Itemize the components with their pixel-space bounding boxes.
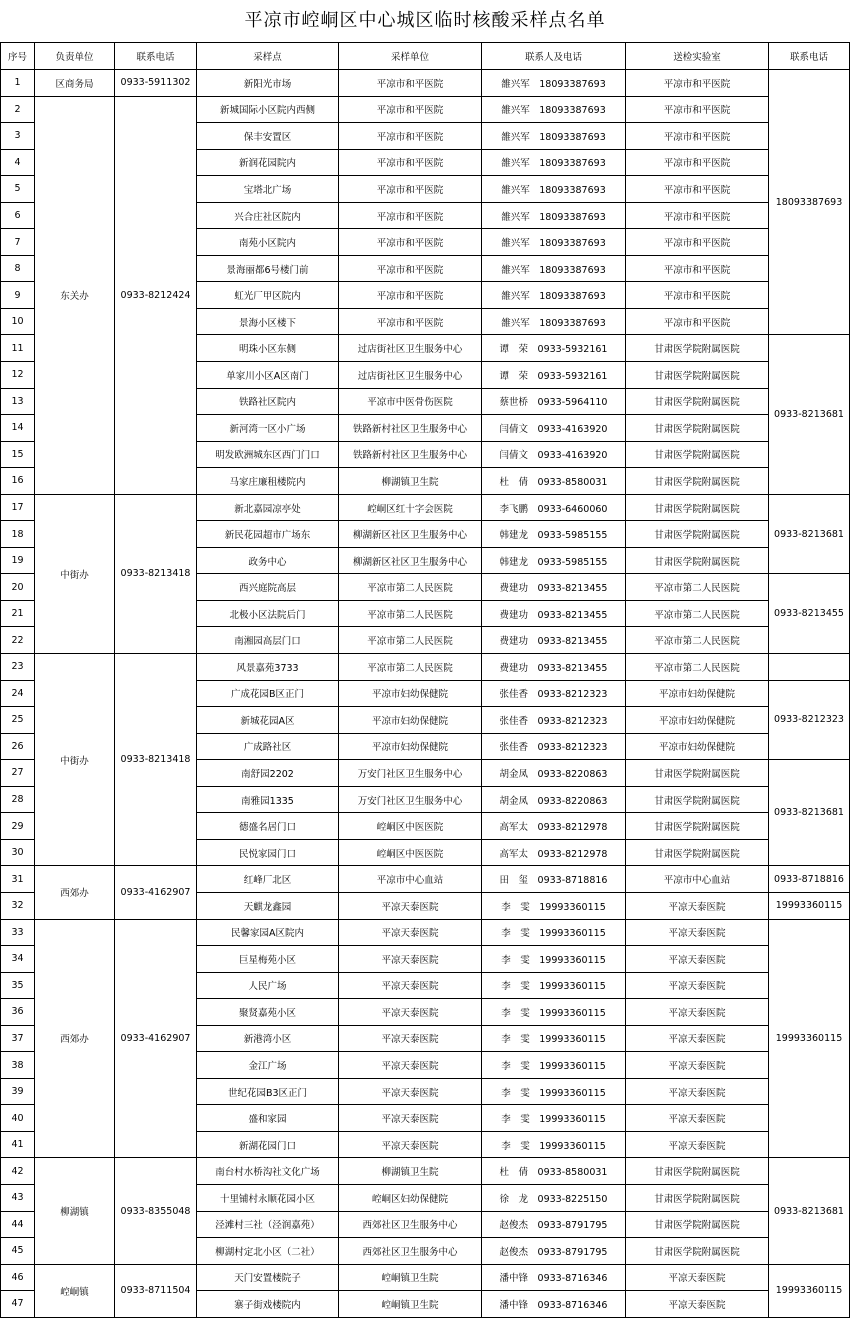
contact-person: 潘中锋 0933-8716346 [482, 1291, 626, 1318]
row-index: 18 [1, 521, 35, 548]
sampling-org: 平凉市和平医院 [339, 123, 482, 150]
contact-person: 李 雯 19993360115 [482, 919, 626, 946]
lab-name: 平凉天泰医院 [626, 1105, 769, 1132]
row-index: 11 [1, 335, 35, 362]
sampling-org: 平凉市第二人民医院 [339, 574, 482, 601]
table-row [1, 70, 850, 97]
row-index: 35 [1, 972, 35, 999]
contact-person: 李 雯 19993360115 [482, 1052, 626, 1079]
col-header-lab: 送检实验室 [626, 43, 769, 70]
table-row [1, 919, 850, 946]
responsible-unit: 中街办 [35, 654, 115, 866]
sampling-org: 平凉天泰医院 [339, 919, 482, 946]
lab-name: 平凉天泰医院 [626, 1291, 769, 1318]
contact-person: 费建功 0933-8213455 [482, 600, 626, 627]
contact-person: 田 玺 0933-8718816 [482, 866, 626, 893]
sampling-site: 民悦家园门口 [197, 839, 339, 866]
sampling-org: 平凉天泰医院 [339, 1131, 482, 1158]
lab-name: 甘肃医学院附属医院 [626, 441, 769, 468]
row-index: 10 [1, 308, 35, 335]
sampling-site: 红峰厂北区 [197, 866, 339, 893]
contact-person: 徐 龙 0933-8225150 [482, 1184, 626, 1211]
contact-person: 李 雯 19993360115 [482, 972, 626, 999]
lab-phone: 0933-8213681 [769, 1158, 850, 1264]
sampling-site: 广成路社区 [197, 733, 339, 760]
sampling-site: 新港湾小区 [197, 1025, 339, 1052]
sampling-org: 平凉市中心血站 [339, 866, 482, 893]
sampling-site: 广成花园B区正门 [197, 680, 339, 707]
sampling-org: 柳湖新区社区卫生服务中心 [339, 521, 482, 548]
col-header-lab-phone: 联系电话 [769, 43, 850, 70]
contact-person: 闫倩文 0933-4163920 [482, 441, 626, 468]
sampling-site: 铁路社区院内 [197, 388, 339, 415]
sampling-site: 新城国际小区院内西侧 [197, 96, 339, 123]
sampling-org: 平凉市第二人民医院 [339, 654, 482, 681]
contact-person: 李 雯 19993360115 [482, 1131, 626, 1158]
sampling-org: 平凉市和平医院 [339, 176, 482, 203]
row-index: 19 [1, 547, 35, 574]
contact-person: 费建功 0933-8213455 [482, 627, 626, 654]
unit-phone: 0933-8711504 [115, 1264, 197, 1317]
row-index: 36 [1, 999, 35, 1026]
lab-name: 平凉天泰医院 [626, 999, 769, 1026]
lab-name: 甘肃医学院附属医院 [626, 415, 769, 442]
lab-name: 平凉市和平医院 [626, 282, 769, 309]
contact-person: 胡金凤 0933-8220863 [482, 786, 626, 813]
sampling-org: 平凉天泰医院 [339, 1105, 482, 1132]
row-index: 8 [1, 255, 35, 282]
lab-name: 甘肃医学院附属医院 [626, 813, 769, 840]
sampling-org: 平凉市和平医院 [339, 202, 482, 229]
sampling-org: 万安门社区卫生服务中心 [339, 760, 482, 787]
sampling-site: 兴合庄社区院内 [197, 202, 339, 229]
lab-name: 平凉天泰医院 [626, 1025, 769, 1052]
lab-name: 平凉市和平医院 [626, 123, 769, 150]
contact-person: 李 雯 19993360115 [482, 1105, 626, 1132]
row-index: 23 [1, 654, 35, 681]
sampling-org: 平凉天泰医院 [339, 946, 482, 973]
contact-person: 闫倩文 0933-4163920 [482, 415, 626, 442]
sampling-site: 北极小区法院后门 [197, 600, 339, 627]
sampling-org: 平凉天泰医院 [339, 999, 482, 1026]
lab-name: 甘肃医学院附属医院 [626, 494, 769, 521]
lab-phone: 0933-8213455 [769, 574, 850, 654]
sampling-site: 聚贤嘉苑小区 [197, 999, 339, 1026]
lab-name: 平凉市和平医院 [626, 229, 769, 256]
sampling-org: 崆峒区中医医院 [339, 813, 482, 840]
sampling-site: 新民花园超市广场东 [197, 521, 339, 548]
row-index: 33 [1, 919, 35, 946]
lab-phone: 0933-8213681 [769, 335, 850, 494]
sampling-site: 金江广场 [197, 1052, 339, 1079]
sampling-org: 崆峒区红十字会医院 [339, 494, 482, 521]
sampling-org: 平凉市第二人民医院 [339, 627, 482, 654]
contact-person: 李 雯 19993360115 [482, 1078, 626, 1105]
contact-person: 雒兴军 18093387693 [482, 149, 626, 176]
sampling-org: 崆峒区中医医院 [339, 839, 482, 866]
contact-person: 费建功 0933-8213455 [482, 574, 626, 601]
unit-phone: 0933-8213418 [115, 494, 197, 653]
contact-person: 李 雯 19993360115 [482, 1025, 626, 1052]
row-index: 3 [1, 123, 35, 150]
row-index: 16 [1, 468, 35, 495]
lab-name: 甘肃医学院附属医院 [626, 1184, 769, 1211]
sampling-site: 寨子街戏楼院内 [197, 1291, 339, 1318]
sampling-site: 风景嘉苑3733 [197, 654, 339, 681]
sampling-org: 西郊社区卫生服务中心 [339, 1211, 482, 1238]
sampling-site: 宝塔北广场 [197, 176, 339, 203]
row-index: 21 [1, 600, 35, 627]
sampling-org: 平凉市和平医院 [339, 149, 482, 176]
sampling-org: 铁路新村社区卫生服务中心 [339, 441, 482, 468]
sampling-site: 明珠小区东侧 [197, 335, 339, 362]
lab-name: 平凉市和平医院 [626, 255, 769, 282]
contact-person: 雒兴军 18093387693 [482, 282, 626, 309]
row-index: 4 [1, 149, 35, 176]
sampling-org: 平凉市和平医院 [339, 308, 482, 335]
contact-person: 杜 倩 0933-8580031 [482, 1158, 626, 1185]
sampling-org: 平凉市妇幼保健院 [339, 707, 482, 734]
sampling-site: 南湘园高层门口 [197, 627, 339, 654]
sampling-org: 平凉天泰医院 [339, 1052, 482, 1079]
sampling-org: 平凉市妇幼保健院 [339, 680, 482, 707]
sampling-site: 西兴庭院高层 [197, 574, 339, 601]
row-index: 28 [1, 786, 35, 813]
lab-name: 甘肃医学院附属医院 [626, 786, 769, 813]
lab-name: 甘肃医学院附属医院 [626, 362, 769, 389]
contact-person: 李飞鹏 0933-6460060 [482, 494, 626, 521]
sampling-org: 平凉天泰医院 [339, 892, 482, 919]
lab-phone: 18093387693 [769, 70, 850, 335]
row-index: 45 [1, 1238, 35, 1265]
lab-name: 平凉市和平医院 [626, 176, 769, 203]
lab-name: 甘肃医学院附属医院 [626, 388, 769, 415]
contact-person: 张佳香 0933-8212323 [482, 680, 626, 707]
sampling-org: 平凉市和平医院 [339, 96, 482, 123]
row-index: 6 [1, 202, 35, 229]
col-header-contact: 联系人及电话 [482, 43, 626, 70]
sampling-org: 平凉市第二人民医院 [339, 600, 482, 627]
lab-name: 平凉市第二人民医院 [626, 600, 769, 627]
lab-name: 平凉市和平医院 [626, 70, 769, 97]
responsible-unit: 中街办 [35, 494, 115, 653]
row-index: 20 [1, 574, 35, 601]
table-row [1, 494, 850, 521]
sampling-sites-table [0, 42, 850, 1318]
sampling-site: 泾滩村三社（泾润嘉苑） [197, 1211, 339, 1238]
table-row [1, 96, 850, 123]
lab-name: 甘肃医学院附属医院 [626, 1211, 769, 1238]
contact-person: 雒兴军 18093387693 [482, 96, 626, 123]
lab-phone [769, 654, 850, 681]
row-index: 5 [1, 176, 35, 203]
row-index: 26 [1, 733, 35, 760]
contact-person: 赵俊杰 0933-8791795 [482, 1211, 626, 1238]
row-index: 46 [1, 1264, 35, 1291]
sampling-site: 新湖花园门口 [197, 1131, 339, 1158]
sampling-org: 崆峒区妇幼保健院 [339, 1184, 482, 1211]
contact-person: 潘中锋 0933-8716346 [482, 1264, 626, 1291]
sampling-org: 崆峒镇卫生院 [339, 1264, 482, 1291]
sampling-org: 平凉市妇幼保健院 [339, 733, 482, 760]
contact-person: 高军太 0933-8212978 [482, 813, 626, 840]
lab-name: 平凉市第二人民医院 [626, 574, 769, 601]
sampling-org: 平凉市和平医院 [339, 70, 482, 97]
sampling-site: 盛和家园 [197, 1105, 339, 1132]
lab-phone: 19993360115 [769, 1264, 850, 1317]
sampling-org: 过店街社区卫生服务中心 [339, 335, 482, 362]
lab-name: 甘肃医学院附属医院 [626, 760, 769, 787]
sampling-org: 平凉市和平医院 [339, 229, 482, 256]
lab-phone: 0933-8718816 [769, 866, 850, 893]
sampling-org: 平凉市和平医院 [339, 282, 482, 309]
row-index: 43 [1, 1184, 35, 1211]
lab-name: 平凉市妇幼保健院 [626, 733, 769, 760]
sampling-site: 十里铺村永顺花园小区 [197, 1184, 339, 1211]
row-index: 32 [1, 892, 35, 919]
lab-name: 平凉天泰医院 [626, 1131, 769, 1158]
sampling-site: 人民广场 [197, 972, 339, 999]
unit-phone: 0933-5911302 [115, 70, 197, 97]
row-index: 30 [1, 839, 35, 866]
row-index: 31 [1, 866, 35, 893]
lab-phone: 0933-8213681 [769, 760, 850, 866]
row-index: 34 [1, 946, 35, 973]
lab-name: 平凉天泰医院 [626, 972, 769, 999]
row-index: 37 [1, 1025, 35, 1052]
sampling-site: 明发欧洲城东区西门门口 [197, 441, 339, 468]
sampling-site: 巨星梅苑小区 [197, 946, 339, 973]
lab-name: 平凉天泰医院 [626, 1264, 769, 1291]
sampling-org: 柳湖镇卫生院 [339, 1158, 482, 1185]
contact-person: 李 雯 19993360115 [482, 892, 626, 919]
lab-name: 平凉天泰医院 [626, 1052, 769, 1079]
lab-name: 甘肃医学院附属医院 [626, 1238, 769, 1265]
unit-phone: 0933-4162907 [115, 866, 197, 919]
unit-phone: 0933-8355048 [115, 1158, 197, 1264]
sampling-org: 平凉天泰医院 [339, 1078, 482, 1105]
sampling-site: 政务中心 [197, 547, 339, 574]
table-row [1, 1158, 850, 1185]
sampling-org: 柳湖新区社区卫生服务中心 [339, 547, 482, 574]
lab-name: 平凉市中心血站 [626, 866, 769, 893]
lab-name: 平凉天泰医院 [626, 946, 769, 973]
sampling-site: 柳湖村定北小区（二社） [197, 1238, 339, 1265]
lab-name: 甘肃医学院附属医院 [626, 468, 769, 495]
sampling-org: 平凉市和平医院 [339, 255, 482, 282]
row-index: 47 [1, 1291, 35, 1318]
sampling-site: 南苑小区院内 [197, 229, 339, 256]
responsible-unit: 柳湖镇 [35, 1158, 115, 1264]
sampling-site: 景海丽都6号楼门前 [197, 255, 339, 282]
table-body [1, 70, 850, 1318]
sampling-site: 新城花园A区 [197, 707, 339, 734]
col-header-site: 采样点 [197, 43, 339, 70]
sampling-site: 新阳光市场 [197, 70, 339, 97]
contact-person: 雒兴军 18093387693 [482, 255, 626, 282]
sampling-site: 世纪花园B3区正门 [197, 1078, 339, 1105]
responsible-unit: 东关办 [35, 96, 115, 494]
lab-name: 平凉天泰医院 [626, 919, 769, 946]
contact-person: 雒兴军 18093387693 [482, 70, 626, 97]
contact-person: 雒兴军 18093387693 [482, 123, 626, 150]
contact-person: 赵俊杰 0933-8791795 [482, 1238, 626, 1265]
sampling-org: 过店街社区卫生服务中心 [339, 362, 482, 389]
sampling-org: 平凉天泰医院 [339, 972, 482, 999]
row-index: 14 [1, 415, 35, 442]
contact-person: 高军太 0933-8212978 [482, 839, 626, 866]
lab-name: 平凉市和平医院 [626, 149, 769, 176]
contact-person: 胡金凤 0933-8220863 [482, 760, 626, 787]
lab-name: 甘肃医学院附属医院 [626, 335, 769, 362]
sampling-site: 单家川小区A区南门 [197, 362, 339, 389]
row-index: 42 [1, 1158, 35, 1185]
unit-phone: 0933-8213418 [115, 654, 197, 866]
row-index: 39 [1, 1078, 35, 1105]
sampling-site: 德盛名居门口 [197, 813, 339, 840]
responsible-unit: 区商务局 [35, 70, 115, 97]
row-index: 40 [1, 1105, 35, 1132]
contact-person: 韩建龙 0933-5985155 [482, 547, 626, 574]
lab-name: 平凉市妇幼保健院 [626, 680, 769, 707]
row-index: 22 [1, 627, 35, 654]
lab-name: 甘肃医学院附属医院 [626, 1158, 769, 1185]
row-index: 12 [1, 362, 35, 389]
contact-person: 谭 荣 0933-5932161 [482, 362, 626, 389]
lab-name: 甘肃医学院附属医院 [626, 839, 769, 866]
unit-phone: 0933-8212424 [115, 96, 197, 494]
contact-person: 费建功 0933-8213455 [482, 654, 626, 681]
unit-phone: 0933-4162907 [115, 919, 197, 1158]
sampling-org: 柳湖镇卫生院 [339, 468, 482, 495]
sampling-org: 万安门社区卫生服务中心 [339, 786, 482, 813]
page-title: 平凉市崆峒区中心城区临时核酸采样点名单 [244, 10, 606, 31]
sampling-site: 新北嘉园凉亭处 [197, 494, 339, 521]
contact-person: 谭 荣 0933-5932161 [482, 335, 626, 362]
row-index: 13 [1, 388, 35, 415]
row-index: 29 [1, 813, 35, 840]
table-row [1, 1264, 850, 1291]
contact-person: 杜 倩 0933-8580031 [482, 468, 626, 495]
sampling-site: 景海小区楼下 [197, 308, 339, 335]
lab-name: 平凉市和平医院 [626, 202, 769, 229]
contact-person: 李 雯 19993360115 [482, 946, 626, 973]
lab-phone: 19993360115 [769, 919, 850, 1158]
contact-person: 蔡世桥 0933-5964110 [482, 388, 626, 415]
lab-name: 平凉市和平医院 [626, 308, 769, 335]
sampling-site: 南雅园1335 [197, 786, 339, 813]
sampling-org: 西郊社区卫生服务中心 [339, 1238, 482, 1265]
row-index: 24 [1, 680, 35, 707]
row-index: 2 [1, 96, 35, 123]
sampling-site: 天麒龙鑫园 [197, 892, 339, 919]
sampling-org: 铁路新村社区卫生服务中心 [339, 415, 482, 442]
lab-phone: 19993360115 [769, 892, 850, 919]
row-index: 27 [1, 760, 35, 787]
lab-name: 甘肃医学院附属医院 [626, 547, 769, 574]
contact-person: 张佳香 0933-8212323 [482, 707, 626, 734]
sampling-site: 保丰安置区 [197, 123, 339, 150]
row-index: 38 [1, 1052, 35, 1079]
lab-name: 平凉市第二人民医院 [626, 654, 769, 681]
col-header-sampling-org: 采样单位 [339, 43, 482, 70]
sampling-org: 平凉市中医骨伤医院 [339, 388, 482, 415]
contact-person: 雒兴军 18093387693 [482, 308, 626, 335]
responsible-unit: 西郊办 [35, 919, 115, 1158]
sampling-site: 新河湾一区小广场 [197, 415, 339, 442]
contact-person: 雒兴军 18093387693 [482, 176, 626, 203]
row-index: 25 [1, 707, 35, 734]
col-header-unit: 负责单位 [35, 43, 115, 70]
sampling-site: 马家庄廉租楼院内 [197, 468, 339, 495]
lab-name: 平凉市妇幼保健院 [626, 707, 769, 734]
header-row [1, 43, 850, 70]
lab-name: 平凉天泰医院 [626, 1078, 769, 1105]
sampling-site: 民馨家园A区院内 [197, 919, 339, 946]
row-index: 44 [1, 1211, 35, 1238]
lab-phone: 0933-8213681 [769, 494, 850, 574]
col-header-unit-phone: 联系电话 [115, 43, 197, 70]
sampling-site: 虹光厂甲区院内 [197, 282, 339, 309]
row-index: 15 [1, 441, 35, 468]
table-row [1, 654, 850, 681]
contact-person: 张佳香 0933-8212323 [482, 733, 626, 760]
row-index: 7 [1, 229, 35, 256]
sampling-site: 南台村水桥沟社文化广场 [197, 1158, 339, 1185]
lab-phone: 0933-8212323 [769, 680, 850, 760]
lab-name: 甘肃医学院附属医院 [626, 521, 769, 548]
table-row [1, 866, 850, 893]
contact-person: 雒兴军 18093387693 [482, 229, 626, 256]
sampling-site: 南舒园2202 [197, 760, 339, 787]
sampling-org: 平凉天泰医院 [339, 1025, 482, 1052]
lab-name: 平凉市第二人民医院 [626, 627, 769, 654]
lab-name: 平凉天泰医院 [626, 892, 769, 919]
lab-name: 平凉市和平医院 [626, 96, 769, 123]
contact-person: 李 雯 19993360115 [482, 999, 626, 1026]
responsible-unit: 崆峒镇 [35, 1264, 115, 1317]
col-header-index: 序号 [1, 43, 35, 70]
contact-person: 雒兴军 18093387693 [482, 202, 626, 229]
sampling-site: 新润花园院内 [197, 149, 339, 176]
row-index: 41 [1, 1131, 35, 1158]
row-index: 9 [1, 282, 35, 309]
row-index: 17 [1, 494, 35, 521]
sampling-site: 天门安置楼院子 [197, 1264, 339, 1291]
row-index: 1 [1, 70, 35, 97]
sampling-org: 崆峒镇卫生院 [339, 1291, 482, 1318]
contact-person: 韩建龙 0933-5985155 [482, 521, 626, 548]
responsible-unit: 西郊办 [35, 866, 115, 919]
